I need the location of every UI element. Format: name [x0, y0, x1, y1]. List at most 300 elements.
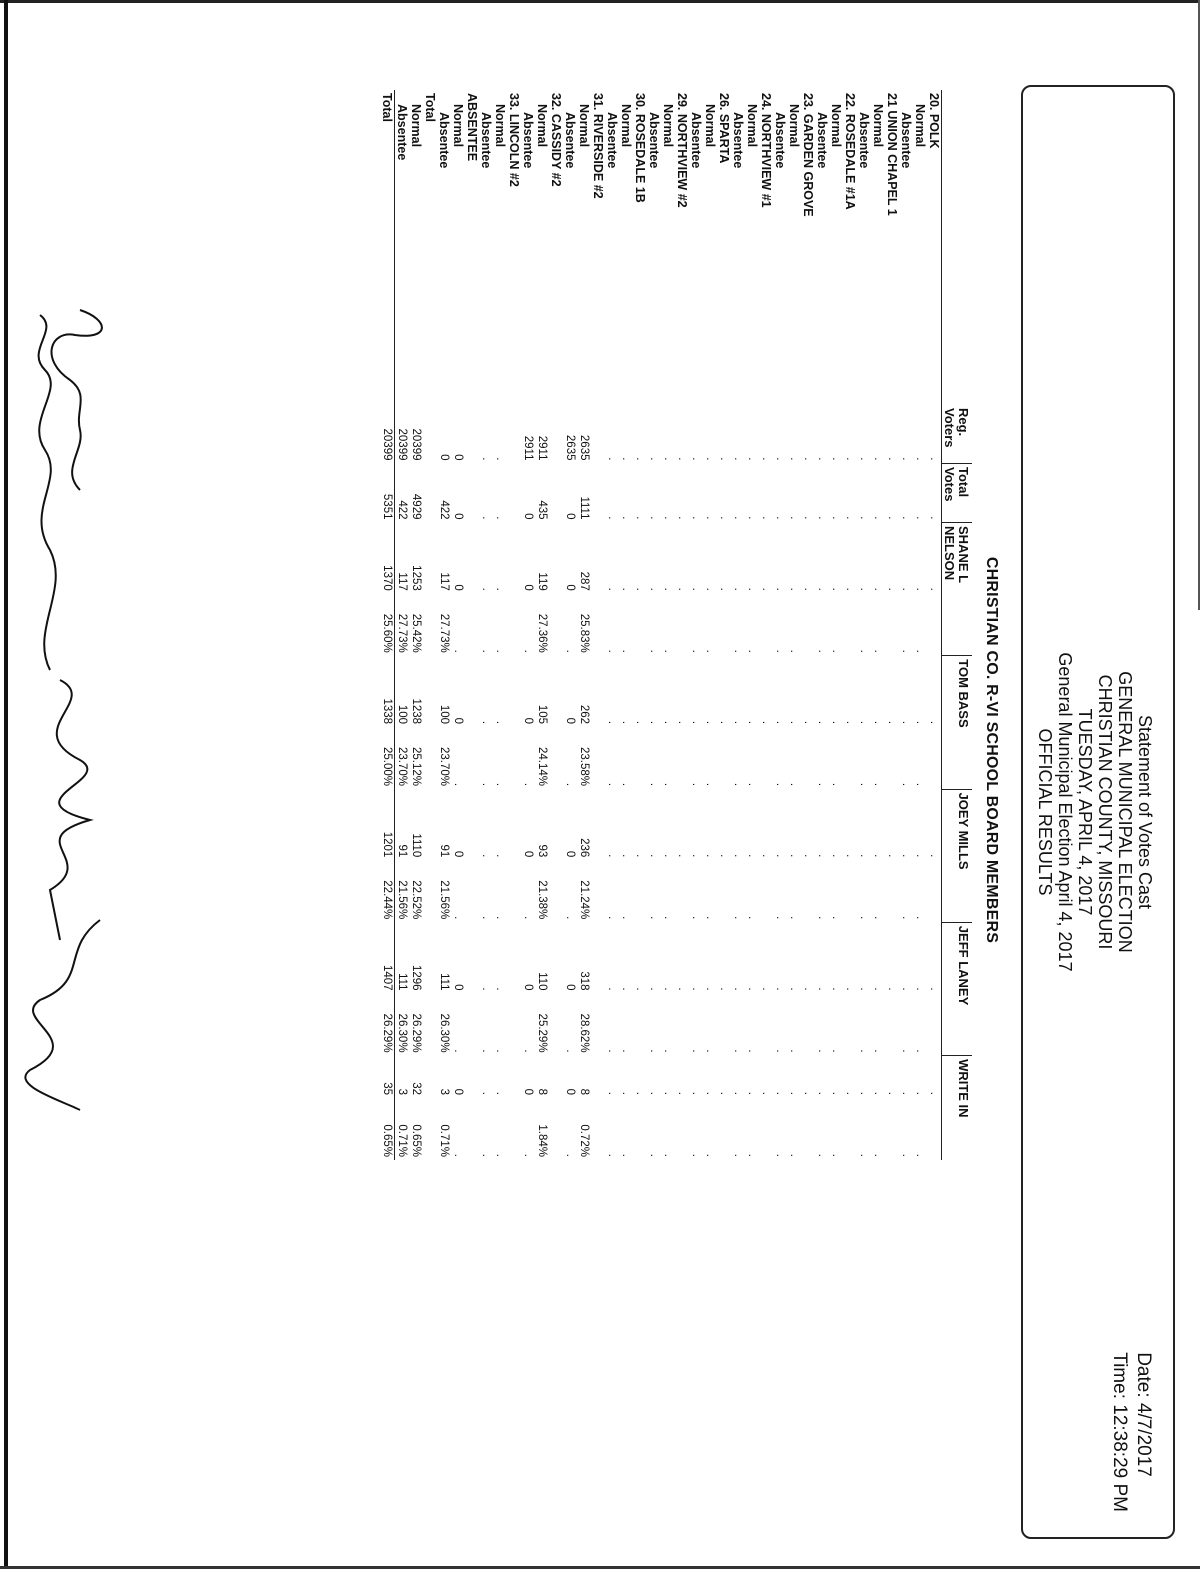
candidate-percent-cell: . — [900, 649, 912, 653]
candidate-votes-cell: 0 — [564, 850, 576, 858]
candidate-votes-cell: . — [872, 1091, 884, 1095]
candidate-percent-cell — [675, 1098, 689, 1160]
candidate-votes-cell — [507, 789, 521, 860]
table-row — [605, 90, 619, 1160]
candidate-percent-cell: . — [914, 916, 926, 920]
row-label: Normal — [451, 104, 465, 148]
candidate-percent-cell: . — [564, 1049, 576, 1053]
candidate-votes-cell: 1253 — [410, 565, 422, 591]
candidate-votes-cell: 8 — [536, 1088, 548, 1095]
candidate-percent-cell: . — [522, 649, 534, 653]
candidate-votes-cell — [423, 1056, 437, 1098]
candidate-votes-cell: . — [760, 587, 772, 591]
candidate-votes-cell: . — [494, 587, 506, 591]
reg-voters-cell: . — [802, 457, 814, 461]
candidate-votes-cell: . — [732, 720, 744, 725]
report-date: Date: 4/7/2017 — [1133, 1352, 1154, 1477]
candidate-percent-cell: . — [690, 916, 702, 920]
report-time: Time: 12:38:29 PM — [1109, 1352, 1130, 1512]
candidate-percent-cell — [717, 594, 731, 656]
candidate-percent-cell: . — [564, 782, 576, 787]
candidate-votes-cell: . — [928, 987, 940, 991]
candidate-percent-cell: . — [858, 1153, 870, 1157]
candidate-percent-cell: 21.56% — [396, 880, 408, 920]
candidate-percent-cell: 24.14% — [536, 747, 548, 787]
row-label: Absentee — [647, 112, 661, 169]
row-label: Normal — [577, 104, 591, 148]
candidate-percent-cell: 26.29% — [410, 1013, 422, 1053]
total-votes-cell — [549, 464, 563, 523]
candidate-votes-cell — [549, 656, 563, 727]
row-label: Normal — [493, 104, 507, 148]
total-votes-cell: . — [480, 516, 492, 520]
total-votes-cell: . — [732, 516, 744, 520]
candidate-votes-cell: . — [676, 1091, 688, 1095]
candidate-votes-cell: . — [886, 854, 898, 858]
candidate-header-mills: JOEY MILLS — [942, 789, 973, 922]
candidate-percent-cell — [423, 727, 437, 789]
candidate-percent-cell — [885, 727, 899, 789]
reg-voters-header: Reg. Voters — [942, 405, 973, 464]
total-votes-cell — [507, 464, 521, 523]
reg-voters-cell: . — [718, 457, 730, 461]
total-votes-cell: . — [830, 516, 842, 520]
candidate-percent-cell: . — [774, 916, 786, 920]
candidate-percent-cell — [549, 994, 563, 1056]
candidate-votes-cell: . — [634, 1091, 646, 1095]
candidate-votes-cell: 0 — [564, 984, 576, 991]
row-label: Normal — [913, 104, 927, 148]
candidate-percent-cell — [675, 727, 689, 789]
table-row — [661, 90, 675, 1160]
candidate-percent-cell — [423, 1098, 437, 1160]
candidate-votes-cell: 1238 — [410, 698, 422, 725]
reg-voters-cell: . — [788, 457, 800, 461]
candidate-votes-cell — [423, 789, 437, 860]
row-label: 21 UNION CHAPEL 1 — [885, 93, 899, 216]
candidate-votes-cell: . — [718, 1091, 730, 1095]
candidate-votes-cell: . — [648, 854, 660, 858]
table-row — [647, 90, 661, 1160]
candidate-percent-cell — [549, 594, 563, 656]
candidate-percent-cell: . — [452, 916, 464, 920]
candidate-votes-cell: . — [774, 587, 786, 591]
candidate-percent-cell: . — [690, 1153, 702, 1157]
row-label: 20. POLK — [927, 93, 941, 149]
candidate-percent-cell: . — [788, 916, 800, 920]
candidate-percent-cell — [759, 727, 773, 789]
candidate-votes-cell: . — [634, 587, 646, 591]
candidate-votes-cell: 0 — [452, 1088, 464, 1095]
candidate-percent-cell — [507, 594, 521, 656]
candidate-percent-cell: . — [648, 782, 660, 787]
table-row — [465, 90, 479, 1160]
candidate-percent-cell — [885, 594, 899, 656]
total-votes-cell: 4929 — [410, 493, 422, 520]
candidate-votes-cell: . — [844, 1091, 856, 1095]
candidate-percent-cell: . — [690, 1049, 702, 1053]
precinct-column-header — [942, 90, 973, 405]
table-row — [479, 90, 493, 1160]
candidate-votes-cell: . — [830, 720, 842, 725]
candidate-percent-cell: 23.70% — [438, 747, 450, 787]
row-label: 22. ROSEDALE #1A — [843, 93, 857, 210]
candidate-percent-cell: . — [914, 649, 926, 653]
candidate-votes-cell: 1338 — [380, 656, 395, 727]
candidate-votes-cell: . — [634, 720, 646, 725]
candidate-percent-cell: . — [872, 1153, 884, 1157]
candidate-percent-cell: . — [690, 782, 702, 787]
candidate-header-bass: TOM BASS — [942, 656, 973, 789]
candidate-votes-cell: 1296 — [410, 964, 422, 991]
candidate-percent-cell — [507, 727, 521, 789]
candidate-votes-cell: . — [648, 720, 660, 725]
candidate-votes-cell: . — [690, 854, 702, 858]
candidate-percent-cell — [717, 727, 731, 789]
candidate-percent-cell: . — [704, 649, 716, 653]
report-datetime — [1107, 1352, 1155, 1512]
candidate-votes-cell: . — [662, 854, 674, 858]
candidate-votes-cell: . — [816, 1091, 828, 1095]
total-votes-cell: . — [620, 516, 632, 520]
header-line: General Municipal Election April 4, 2017 — [1055, 652, 1075, 972]
candidate-percent-cell: . — [900, 916, 912, 920]
reg-voters-cell: . — [704, 457, 716, 461]
candidate-percent-cell: . — [788, 782, 800, 787]
total-votes-cell: . — [928, 516, 940, 520]
candidate-percent-cell: . — [494, 782, 506, 787]
row-label: Normal — [787, 104, 801, 148]
candidate-votes-cell: 0 — [522, 850, 534, 858]
candidate-percent-cell — [507, 860, 521, 922]
reg-voters-cell: . — [774, 457, 786, 461]
candidate-votes-cell: . — [802, 1091, 814, 1095]
reg-voters-cell — [423, 405, 437, 464]
candidate-votes-cell: 262 — [578, 704, 590, 725]
candidate-votes-cell: . — [872, 987, 884, 991]
candidate-votes-cell — [507, 922, 521, 993]
total-votes-cell: 5351 — [380, 464, 395, 523]
row-label: 32. CASSIDY #2 — [549, 93, 563, 187]
candidate-percent-cell: 27.73% — [438, 613, 450, 653]
candidate-votes-cell: . — [606, 987, 618, 991]
candidate-votes-cell: 0 — [522, 1088, 534, 1095]
candidate-percent-cell: . — [452, 1153, 464, 1157]
candidate-percent-cell: 1.84% — [536, 1124, 548, 1157]
total-votes-cell — [465, 464, 479, 523]
total-votes-cell: . — [494, 516, 506, 520]
row-label: 29. NORTHVIEW #2 — [675, 93, 689, 208]
header-line: OFFICIAL RESULTS — [1035, 728, 1055, 896]
candidate-percent-cell — [801, 727, 815, 789]
candidate-votes-cell: 0 — [522, 584, 534, 591]
reg-voters-cell: . — [816, 457, 828, 461]
row-label: 23. GARDEN GROVE — [801, 93, 815, 217]
candidate-votes-cell: . — [872, 854, 884, 858]
candidate-votes-cell: . — [802, 720, 814, 725]
candidate-votes-cell: . — [774, 854, 786, 858]
candidate-votes-cell: . — [886, 987, 898, 991]
candidate-percent-cell: . — [746, 1049, 758, 1053]
row-label: Total — [380, 90, 395, 405]
header-line: GENERAL MUNICIPAL ELECTION — [1115, 671, 1135, 953]
candidate-percent-cell: . — [620, 1153, 632, 1157]
candidate-votes-cell: . — [900, 587, 912, 591]
candidate-percent-cell — [591, 860, 605, 922]
candidate-percent-cell: . — [452, 782, 464, 787]
row-label: Absentee — [437, 112, 451, 169]
candidate-votes-cell: . — [788, 720, 800, 725]
table-row — [577, 90, 591, 1160]
report-header-box — [1021, 85, 1175, 1539]
candidate-percent-cell: . — [564, 649, 576, 653]
candidate-percent-cell — [423, 994, 437, 1056]
candidate-votes-cell: . — [858, 587, 870, 591]
table-row — [773, 90, 787, 1160]
candidate-votes-cell: . — [662, 1091, 674, 1095]
candidate-votes-cell: 0 — [452, 717, 464, 725]
candidate-percent-cell: . — [816, 1049, 828, 1053]
candidate-votes-cell: . — [606, 1091, 618, 1095]
candidate-votes-cell — [423, 922, 437, 993]
candidate-header-laney: JEFF LANEY — [942, 922, 973, 1055]
candidate-votes-cell: 8 — [578, 1088, 590, 1095]
reg-voters-cell: . — [914, 457, 926, 461]
row-label: Normal — [829, 104, 843, 148]
candidate-votes-cell: . — [480, 987, 492, 991]
candidate-percent-cell: 21.24% — [578, 880, 590, 920]
candidate-percent-cell: . — [830, 916, 842, 920]
header-line: TUESDAY, APRIL 4, 2017 — [1075, 708, 1095, 916]
reg-voters-cell: . — [746, 457, 758, 461]
table-row — [549, 90, 563, 1160]
reg-voters-cell: 2911 — [522, 435, 534, 461]
candidate-votes-cell: 1110 — [410, 833, 422, 858]
candidate-votes-cell: . — [704, 1091, 716, 1095]
candidate-votes-cell: . — [606, 854, 618, 858]
reg-voters-cell: . — [662, 457, 674, 461]
candidate-votes-cell: . — [858, 854, 870, 858]
candidate-percent-cell — [549, 727, 563, 789]
candidate-percent-cell — [801, 994, 815, 1056]
candidate-votes-cell: . — [844, 987, 856, 991]
candidate-votes-cell: . — [760, 1091, 772, 1095]
candidate-votes-cell: 1370 — [380, 523, 395, 594]
row-label: 33. LINCOLN #2 — [507, 93, 521, 187]
header-line: Statement of Votes Cast — [1135, 714, 1155, 910]
candidate-votes-cell: . — [480, 587, 492, 591]
reg-voters-cell: 0 — [452, 454, 464, 461]
reg-voters-cell: 2635 — [564, 434, 576, 461]
candidate-percent-cell: 26.30% — [396, 1013, 408, 1053]
candidate-votes-cell: . — [858, 987, 870, 991]
table-row — [395, 90, 410, 1160]
candidate-percent-cell — [633, 860, 647, 922]
candidate-percent-cell: . — [914, 1049, 926, 1053]
candidate-percent-cell — [465, 594, 479, 656]
candidate-percent-cell — [507, 994, 521, 1056]
candidate-votes-cell: . — [886, 1091, 898, 1095]
candidate-percent-cell — [549, 860, 563, 922]
candidate-percent-cell — [843, 727, 857, 789]
total-votes-cell: . — [900, 516, 912, 520]
candidate-percent-cell: . — [816, 782, 828, 787]
table-row — [619, 90, 633, 1160]
table-row — [437, 90, 451, 1160]
table-row — [675, 90, 689, 1160]
candidate-percent-cell — [549, 1098, 563, 1160]
candidate-votes-cell: . — [606, 720, 618, 725]
candidate-votes-cell: . — [676, 587, 688, 591]
table-row — [423, 90, 437, 1160]
total-votes-cell: . — [662, 516, 674, 520]
candidate-percent-cell — [591, 594, 605, 656]
candidate-percent-cell: . — [816, 916, 828, 920]
row-label: Normal — [703, 104, 717, 148]
candidate-votes-cell — [423, 656, 437, 727]
candidate-percent-cell: . — [494, 1153, 506, 1157]
candidate-percent-cell: . — [662, 916, 674, 920]
candidate-votes-cell — [507, 1056, 521, 1098]
candidate-votes-cell — [465, 523, 479, 594]
table-row — [507, 90, 521, 1160]
candidate-votes-cell: . — [802, 587, 814, 591]
candidate-votes-cell: . — [774, 720, 786, 725]
candidate-percent-cell — [759, 860, 773, 922]
total-votes-cell: 422 — [438, 500, 450, 520]
table-row — [521, 90, 535, 1160]
row-label: Absentee — [857, 112, 871, 169]
row-label: Absentee — [731, 112, 745, 169]
total-votes-cell: . — [718, 516, 730, 520]
candidate-percent-cell: 26.29% — [380, 994, 395, 1056]
candidate-percent-cell — [423, 860, 437, 922]
candidate-percent-cell: 25.60% — [380, 594, 395, 656]
candidate-votes-cell: 0 — [564, 584, 576, 591]
candidate-votes-cell — [465, 656, 479, 727]
candidate-percent-cell: . — [606, 649, 618, 653]
total-votes-cell: . — [606, 516, 618, 520]
table-row — [927, 90, 942, 1160]
candidate-votes-cell: . — [830, 587, 842, 591]
total-votes-cell: . — [886, 516, 898, 520]
candidate-percent-cell: . — [788, 1049, 800, 1053]
candidate-percent-cell: 21.56% — [438, 880, 450, 920]
candidate-votes-cell: 117 — [438, 572, 450, 591]
candidate-percent-cell: 25.29% — [536, 1013, 548, 1053]
candidate-votes-cell: . — [886, 720, 898, 725]
candidate-percent-cell — [843, 994, 857, 1056]
candidate-percent-cell — [885, 860, 899, 922]
candidate-percent-cell — [927, 1098, 942, 1160]
candidate-percent-cell — [423, 594, 437, 656]
candidate-percent-cell: . — [522, 916, 534, 920]
row-label: Absentee — [479, 112, 493, 169]
candidate-votes-cell: . — [480, 720, 492, 725]
candidate-percent-cell: . — [774, 782, 786, 787]
candidate-votes-cell: . — [774, 1091, 786, 1095]
candidate-votes-cell: 0 — [452, 984, 464, 991]
candidate-percent-cell: . — [746, 649, 758, 653]
table-row — [885, 90, 899, 1160]
candidate-percent-cell: . — [620, 649, 632, 653]
candidate-votes-cell: . — [760, 720, 772, 725]
candidate-votes-cell: . — [732, 1091, 744, 1095]
candidate-votes-cell: . — [816, 720, 828, 725]
candidate-percent-cell: . — [900, 782, 912, 787]
candidate-votes-cell: . — [788, 1091, 800, 1095]
table-row — [535, 90, 549, 1160]
total-votes-cell: . — [802, 516, 814, 520]
candidate-percent-cell: . — [830, 1049, 842, 1053]
candidate-percent-cell: . — [648, 916, 660, 920]
total-votes-cell: . — [816, 516, 828, 520]
candidate-votes-cell: 91 — [438, 844, 450, 858]
candidate-percent-cell: . — [872, 649, 884, 653]
candidate-votes-cell — [549, 1056, 563, 1098]
table-row — [745, 90, 759, 1160]
handwritten-signatures — [0, 300, 120, 1120]
candidate-percent-cell: . — [494, 649, 506, 653]
candidate-percent-cell: 0.72% — [578, 1124, 590, 1157]
row-label: Normal — [745, 104, 759, 148]
reg-voters-cell — [465, 405, 479, 464]
candidate-votes-cell: . — [662, 720, 674, 725]
table-row — [857, 90, 871, 1160]
candidate-percent-cell — [801, 594, 815, 656]
candidate-percent-cell — [843, 860, 857, 922]
candidate-percent-cell — [675, 994, 689, 1056]
candidate-votes-cell: 119 — [536, 572, 548, 591]
candidate-percent-cell: . — [662, 649, 674, 653]
candidate-percent-cell: 23.58% — [578, 747, 590, 787]
candidate-votes-cell: 32 — [410, 1082, 422, 1095]
candidate-votes-cell: . — [928, 1091, 940, 1095]
candidate-percent-cell: 0.71% — [396, 1124, 408, 1157]
candidate-votes-cell: . — [844, 854, 856, 858]
candidate-votes-cell: . — [620, 720, 632, 725]
candidate-percent-cell — [927, 594, 942, 656]
candidate-votes-cell — [591, 922, 605, 993]
candidate-percent-cell: . — [648, 649, 660, 653]
row-label: Absentee — [815, 112, 829, 169]
candidate-percent-cell: 27.73% — [396, 613, 408, 653]
candidate-percent-cell — [801, 1098, 815, 1160]
candidate-votes-cell: . — [648, 587, 660, 591]
total-votes-cell: . — [746, 516, 758, 520]
candidate-votes-cell: 111 — [396, 973, 408, 991]
candidate-percent-cell: . — [522, 782, 534, 787]
candidate-votes-cell: . — [928, 587, 940, 591]
candidate-percent-cell: . — [774, 649, 786, 653]
candidate-votes-cell: 111 — [438, 973, 450, 991]
candidate-votes-cell: . — [634, 854, 646, 858]
candidate-votes-cell: . — [760, 987, 772, 991]
total-votes-cell: . — [872, 516, 884, 520]
reg-voters-cell: . — [690, 457, 702, 461]
candidate-percent-cell — [801, 860, 815, 922]
candidate-percent-cell — [717, 1098, 731, 1160]
candidate-votes-cell: 110 — [536, 972, 548, 991]
candidate-votes-cell — [591, 789, 605, 860]
candidate-percent-cell — [885, 994, 899, 1056]
candidate-votes-cell: 1407 — [380, 922, 395, 993]
candidate-votes-cell: . — [718, 587, 730, 591]
table-row — [731, 90, 745, 1160]
candidate-votes-cell: . — [872, 587, 884, 591]
candidate-votes-cell: . — [690, 587, 702, 591]
candidate-votes-cell: . — [662, 987, 674, 991]
